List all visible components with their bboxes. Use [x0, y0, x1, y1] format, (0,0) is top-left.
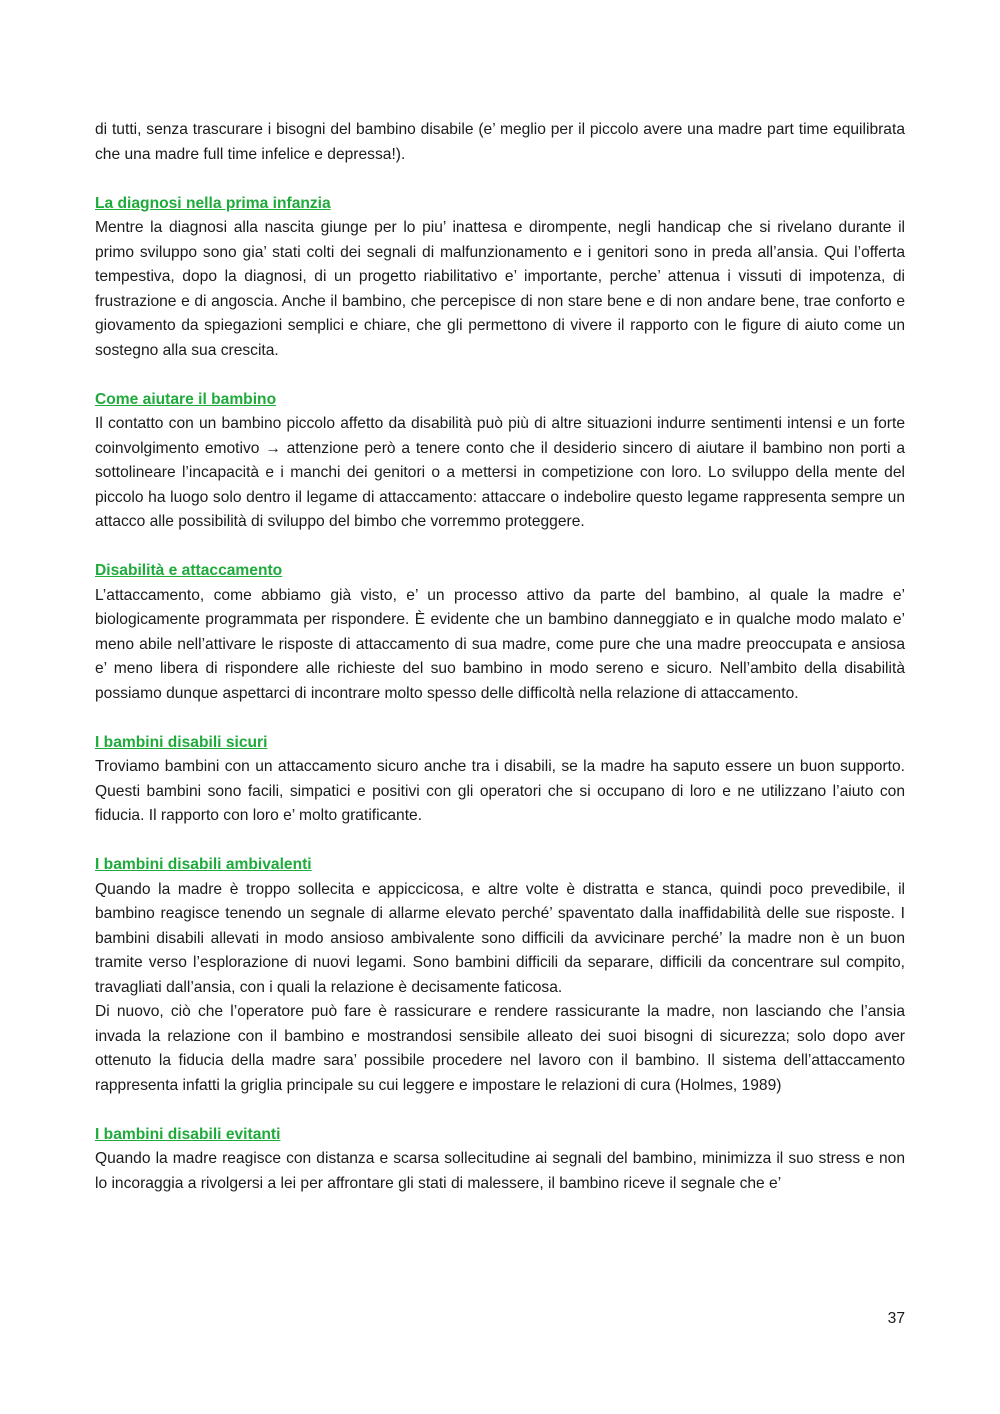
section-come-aiutare	[95, 388, 905, 535]
section-paragraph: Quando la madre è troppo sollecita e appiccicosa, e altre volte è distratta e stanca, quindi poco prevedibile, il bambino reagisce tenendo un segnale di allarme elevato perché’ spaventato dalla inaffidabilità delle sue risposte. I bambini disabili allevati in modo ansioso ambivalente sono difficili da avvicinare perché’ la madre non è un buon tramite verso l’esplorazione di nuovi legami. Sono bambini difficili da separare, difficili da concentrare sul compito, travagliati dall’ansia, con i quali la relazione è decisamente faticosa.	[95, 880, 905, 996]
section-evitanti	[95, 1123, 905, 1197]
section-heading: I bambini disabili sicuri	[95, 733, 268, 751]
section-paragraph: Il contatto con un bambino piccolo affetto da disabilità può più di altre situazioni indurre sentimenti intensi e un forte coinvolgimento emotivo → attenzione però a tenere conto che il desiderio sincero di aiutare il bambino non porti a sottolineare l’incapacità e i manchi dei genitori o a mettersi in competizione con loro. Lo sviluppo della mente del piccolo ha luogo solo dentro il legame di attaccamento: attaccare o indebolire questo legame rappresenta sempre un attacco alle possibilità di sviluppo del bimbo che vorremmo proteggere.	[95, 415, 905, 530]
section-heading: I bambini disabili evitanti	[95, 1125, 281, 1143]
section-heading: Come aiutare il bambino	[95, 390, 277, 408]
section-heading: I bambini disabili ambivalenti	[95, 856, 312, 873]
section-sicuri	[95, 731, 905, 829]
section-diagnosi	[95, 192, 905, 364]
document-page	[95, 118, 905, 1196]
section-paragraph: Mentre la diagnosi alla nascita giunge per lo piu’ inattesa e dirompente, negli handicap che si rivelano durante il primo sviluppo sono gia’ stati colti dei segnali di malfunzionamento e i genitori sono in preda all’ansia. Qui l’offerta tempestiva, dopo la diagnosi, di un progetto riabilitativo e’ importante, perche’ attenua i vissuti di impotenza, di frustrazione e di angoscia. Anche il bambino, che percepisce di non stare bene e di non andare bene, trae conforto e giovamento da spiegazioni semplici e chiare, che gli permettono di vivere il rapporto con le figure di aiuto come un sostegno alla sua crescita.	[95, 219, 905, 359]
section-paragraph: Troviamo bambini con un attaccamento sicuro anche tra i disabili, se la madre ha saputo essere un buon supporto. Questi bambini sono facili, simpatici e positivi con gli operatori che si occupano di loro e ne utilizzano l’aiuto con fiducia. Il rapporto con loro e’ molto gratificante.	[95, 758, 905, 824]
section-heading: La diagnosi nella prima infanzia	[95, 194, 331, 212]
section-ambivalenti	[95, 853, 905, 1098]
section-disabilita-attaccamento	[95, 559, 905, 706]
section-paragraph: Quando la madre reagisce con distanza e scarsa sollecitudine ai segnali del bambino, minimizza il suo stress e non lo incoraggia a rivolgersi a lei per affrontare gli stati di malessere, il bambino riceve il segnale che e’	[95, 1150, 905, 1192]
section-paragraph: Di nuovo, ciò che l’operatore può fare è rassicurare e rendere rassicurante la madre, non lasciando che l’ansia invada la relazione con il bambino e mostrandosi sensibile alleato dei suoi bisogni di sicurezza; solo dopo aver ottenuto la fiducia della madre sara’ possibile procedere nel lavoro con il bambino. Il sistema dell’attaccamento rappresenta infatti la griglia principale su cui leggere e impostare le relazioni di cura (Holmes, 1989)	[95, 1003, 905, 1094]
section-heading: Disabilità e attaccamento	[95, 562, 283, 579]
intro-paragraph: di tutti, senza trascurare i bisogni del bambino disabile (e’ meglio per il piccolo avere una madre part time equilibrata che una madre full time infelice e depressa!).	[95, 121, 905, 163]
page-number: 37	[887, 1310, 905, 1327]
section-paragraph: L’attaccamento, come abbiamo già visto, e’ un processo attivo da parte del bambino, al quale la madre e’ biologicamente programmata per rispondere. È evidente che un bambino danneggiato e in qualche modo malato e’ meno abile nell’attivare le risposte di attaccamento di sua madre, come pure che una madre preoccupata e ansiosa e’ meno libera di rispondere alle richieste del suo bambino in modo sereno e sicuro. Nell’ambito della disabilità possiamo dunque aspettarci di incontrare molto spesso delle difficoltà nella relazione di attaccamento.	[95, 586, 905, 702]
